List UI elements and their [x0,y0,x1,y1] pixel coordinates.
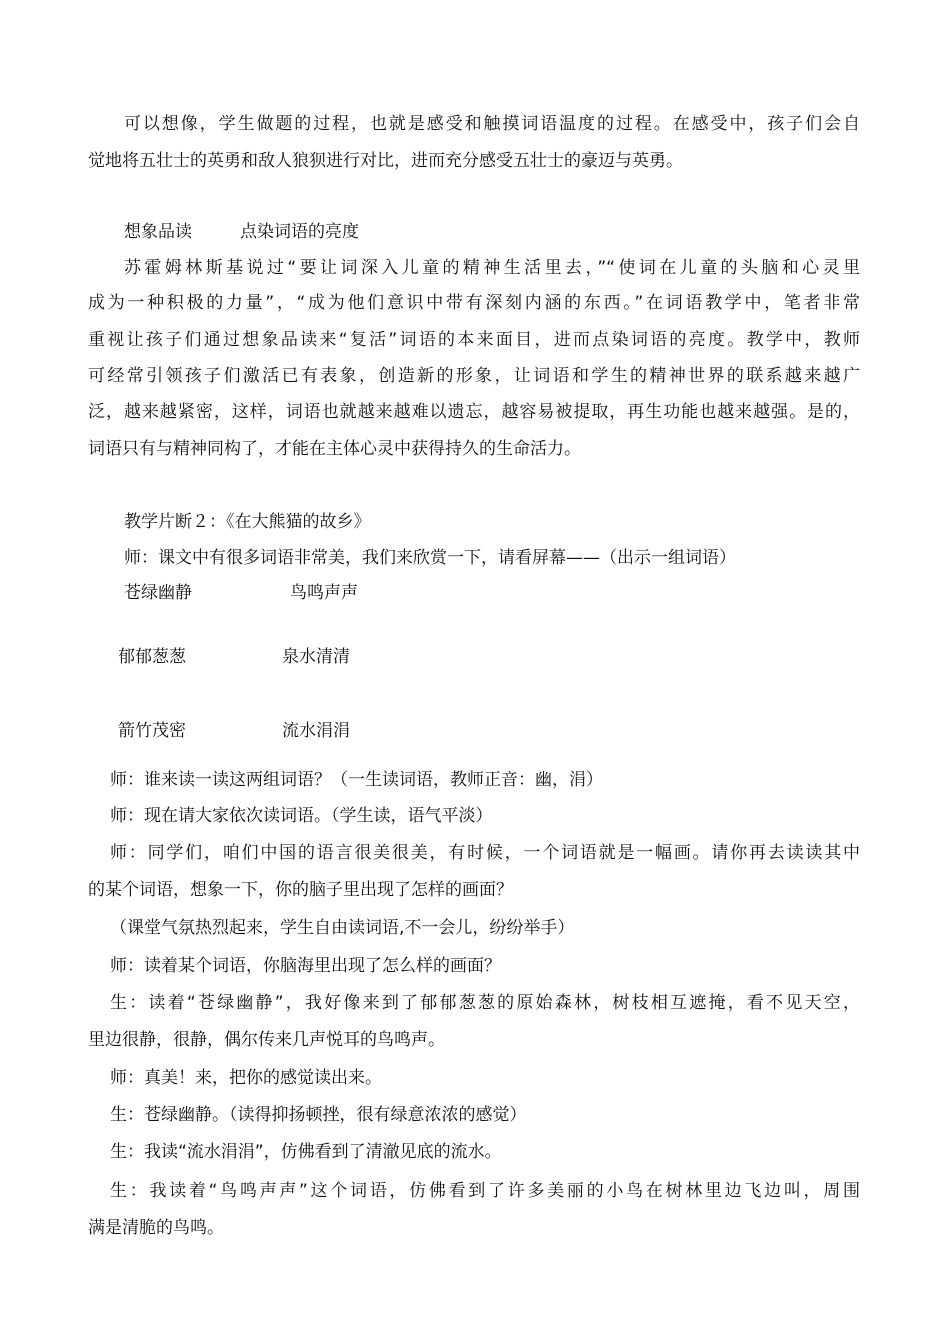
teacher-intro: 师：课文中有很多词语非常美，我们来欣赏一下，请看屏幕——（出示一组词语） [124,548,736,568]
dialogue-line: 里边很静，很静，偶尔传来几声悦耳的鸟鸣声。 [88,1030,445,1050]
dialogue-line: 生：苍绿幽静。（读得抑扬顿挫，很有绿意浓浓的感觉） [110,1105,527,1125]
dialogue-line: 师：同学们，咱们中国的语言很美很美，有时候，一个词语就是一幅画。请你再去读读其中 [110,843,860,863]
fragment-title: 教学片断２：《在大熊猫的故乡》 [124,512,371,532]
para1-line2: 觉地将五壮士的英勇和敌人狼狈进行对比，进而充分感受五壮士的豪迈与英勇。 [88,151,683,171]
dialogue-line: 满是清脆的鸟鸣。 [88,1218,224,1238]
dialogue-line: 生：我读“流水涓涓”，仿佛看到了清澈见底的流水。 [110,1142,502,1162]
word-row1-left: 苍绿幽静 [124,583,192,603]
word-row3-right: 流水涓涓 [282,721,350,741]
heading-left: 想象品读 [124,222,192,242]
para2-line2: 成为一种积极的力量”，“成为他们意识中带有深刻内涵的东西。”在词语教学中，笔者非常 [88,293,860,313]
dialogue-line: （课堂气氛热烈起来，学生自由读词语,不一会儿，纷纷举手） [110,918,575,938]
para2-line3: 重视让孩子们通过想象品读来“复活”词语的本来面目，进而点染词语的亮度。教学中，教师 [88,330,860,350]
word-row1-right: 鸟鸣声声 [290,583,358,603]
para2-line5: 泛，越来越紧密，这样，词语也就越来越难以遗忘，越容易被提取，再生功能也越来越强。是的， [88,402,860,422]
word-row2-left: 郁郁葱葱 [118,647,186,667]
dialogue-line: 师：谁来读一读这两组词语？（一生读词语，教师正音：幽，涓） [110,770,603,790]
word-row2-right: 泉水清清 [282,647,350,667]
dialogue-line: 师：真美！来，把你的感觉读出来。 [110,1068,382,1088]
dialogue-line: 生：我读着“鸟鸣声声”这个词语，仿佛看到了许多美丽的小鸟在树林里边飞边叫，周围 [110,1181,860,1201]
word-row3-left: 箭竹茂密 [118,721,186,741]
dialogue-line: 师：读着某个词语，你脑海里出现了怎么样的画面？ [110,956,501,976]
para2-line1: 苏霍姆林斯基说过“要让词深入儿童的精神生活里去，”“使词在儿童的头脑和心灵里 [124,258,860,278]
dialogue-line: 的某个词语，想象一下，你的脑子里出现了怎样的画面？ [88,880,513,900]
dialogue-line: 师：现在请大家依次读词语。（学生读，语气平淡） [110,806,493,826]
para2-line6: 词语只有与精神同构了，才能在主体心灵中获得持久的生命活力。 [88,439,581,459]
heading-right: 点染词语的亮度 [240,222,359,242]
para1-line1: 可以想像，学生做题的过程，也就是感受和触摸词语温度的过程。在感受中，孩子们会自 [124,114,860,134]
para2-line4: 可经常引领孩子们激活已有表象，创造新的形象，让词语和学生的精神世界的联系越来越广 [88,366,860,386]
dialogue-line: 生：读着“苍绿幽静”，我好像来到了郁郁葱葱的原始森林，树枝相互遮掩，看不见天空， [110,993,860,1013]
